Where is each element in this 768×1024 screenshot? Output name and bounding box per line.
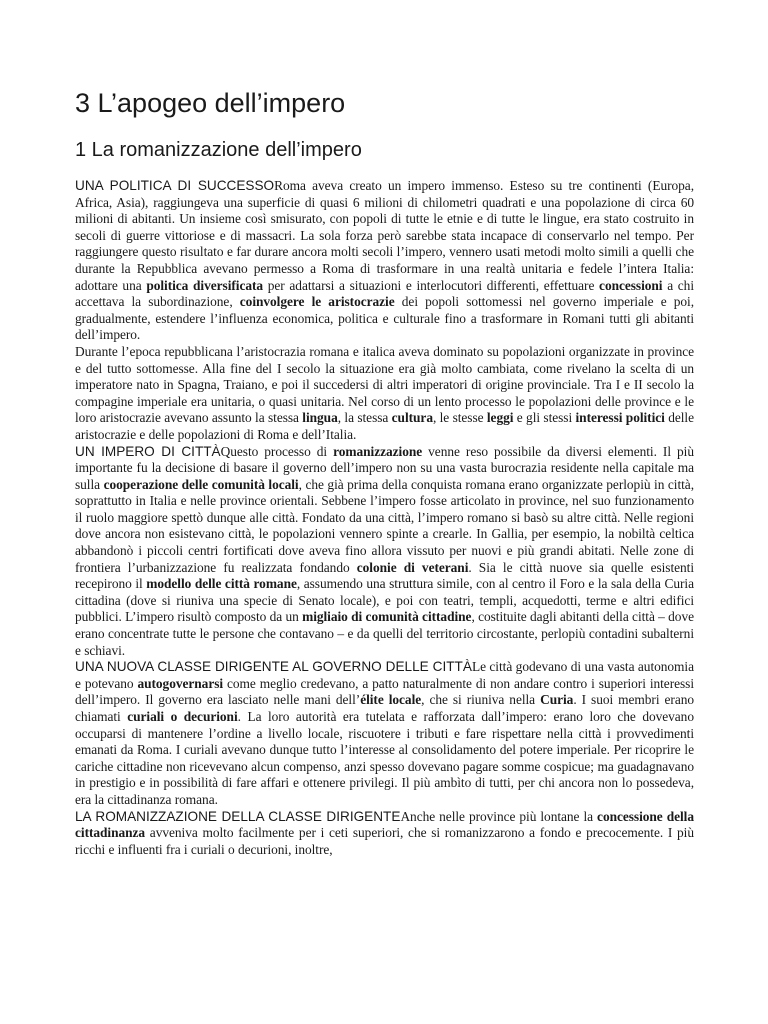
paragraph-text: Anche nelle province più lontane la <box>400 808 598 824</box>
section-rubric: UN IMPERO DI CITTÀ <box>75 443 221 459</box>
bold-term: concessione della cittadinanza <box>75 808 694 841</box>
paragraph-text: a chi accettava la subordinazione, <box>75 277 694 310</box>
bold-term: élite locale <box>360 692 422 708</box>
paragraph <box>75 178 694 344</box>
section-rubric: LA ROMANIZZAZIONE DELLA CLASSE DIRIGENTE <box>75 808 401 824</box>
bold-term: migliaio di comunità cittadine <box>302 609 472 625</box>
body-text <box>75 178 694 858</box>
bold-term: coinvolgere le aristocrazie <box>239 294 395 310</box>
paragraph <box>75 444 694 660</box>
paragraph <box>75 344 694 444</box>
bold-term: leggi <box>486 410 514 426</box>
paragraph-text: Roma aveva creato un impero immenso. Esteso su tre continenti (Europa, Africa, Asia), raggiungeva una superficie di quasi 6 milioni di chilometri quadrati e una popolazione di circa 60 milioni di abitanti. Un insieme così smisurato, con popoli di tutte le etnie e di tutte le lingue, era stato costruito in secoli di guerre vittoriose e di massacri. La sola forza però sarebbe stata incapace di conservarlo nel tempo. Per raggiungere questo risultato e far durare ancora molti secoli l’impero, vennero usati metodi molto simili a quelli che durante la Repubblica avevano permesso a Roma di trasformare in una realtà unitaria e fedele l’intera Italia: adottare una <box>75 178 694 293</box>
paragraph-text: come meglio credevano, a patto naturalmente di non andare contro i superiori interessi dell’impero. Il governo era lasciato nelle mani dell’ <box>75 675 694 708</box>
paragraph-text: e gli stessi <box>513 410 576 426</box>
bold-term: lingua <box>302 410 338 426</box>
section-rubric: UNA POLITICA DI SUCCESSO <box>75 178 275 193</box>
paragraph-text: Durante l’epoca repubblicana l’aristocrazia romana e italica aveva dominato su popolazioni organizzate in province e del tutto sottomesse. Alla fine del I secolo la situazione era già molto cambiata, come rivelano la scelta di un imperatore nato in Spagna, Traiano, e poi il succedersi di altri imperatori di origine provinciale. Tra I e II secolo la compagine imperiale era unitaria, o quasi unitaria. Nel corso di un lento processo le popolazioni delle province e le loro aristocrazie avevano assunto la stessa <box>75 343 694 426</box>
paragraph-text: Questo processo di <box>220 443 334 459</box>
chapter-title: 3 L’apogeo dell’impero <box>75 88 346 118</box>
bold-term: curiali o decurioni <box>127 709 238 724</box>
paragraph-text: venne reso possibile da diversi elementi. Il più importante fu la decisione di basare il governo dell’impero non su una vasta burocrazia residente nella capitale ma sulla <box>75 443 694 492</box>
paragraph-text: , le stesse <box>432 410 487 426</box>
section-rubric: UNA NUOVA CLASSE DIRIGENTE AL GOVERNO DELLE CITTÀ <box>75 659 472 675</box>
paragraph-text: , costituite dagli abitanti della città – dove erano concentrate tutte le persone che contavano – e da quelli del territorio circostante, perlopiù contadini subalterni e schiavi. <box>75 609 694 658</box>
paragraph-text: avveniva molto facilmente per i ceti superiori, che si romanizzarono a fondo e precocemente. I più ricchi e influenti fra i curiali o decurioni, inoltre, <box>75 825 694 857</box>
paragraph-text: , assumendo una struttura simile, con al centro il Foro e la sala della Curia cittadina (dove si riuniva una specie di Senato locale), e poi con teatri, templi, acquedotti, terme e altri edifici pubblici. L’impero risultò composto da un <box>75 576 694 625</box>
paragraph-text: delle aristocrazie e delle popolazioni di Roma e dell’Italia. <box>75 410 694 442</box>
paragraph-text: , che si riuniva nella <box>421 692 541 708</box>
paragraph-text: per adattarsi a situazioni e interlocutori differenti, effettuare <box>263 277 600 293</box>
paragraph-text: , la stessa <box>337 410 392 426</box>
bold-term: cultura <box>391 410 433 426</box>
bold-term: autogovernarsi <box>137 675 224 691</box>
section-title: 1 La romanizzazione dell’impero <box>75 139 362 161</box>
bold-term: modello delle città romane <box>146 576 297 592</box>
paragraph-text: . La loro autorità era tutelata e rafforzata dall’impero: erano loro che dovevano occuparsi di mantenere l’ordine a livello locale, riscuotere i tributi e fare rispettare nella città i provvedimenti emanati da Roma. I curiali avevano dunque tutto l’interesse al consolidamento del potere imperiale. Per ricoprire le cariche cittadine non ricevevano alcun compenso, anzi spesso dovevano pagare somme cospicue; ma guadagnavano in prestigio e in possibilità di fare affari e ottenere privilegi. Il più ambìto di tutti, per chi ancora non lo possedeva, era la cittadinanza romana. <box>75 709 694 807</box>
bold-term: colonie di veterani <box>356 559 469 575</box>
bold-term: interessi politici <box>575 410 665 426</box>
paragraph <box>75 659 694 808</box>
paragraph-text: , che già prima della conquista romana erano organizzate perlopiù in città, soprattutto in Italia e nelle province orientali. Sebbene l’impero fosse articolato in province, nel suo funzionamento il ruolo maggiore spettò dunque alle città. Fondato da una città, l’impero romano si basò su altre città. Nelle regioni dove ancora non esistevano città, le popolazioni vennero spinte a crearle. In Gallia, per esempio, la nobiltà celtica abbandonò i piccoli centri fortificati dove aveva fino allora vissuto per nuovi e più grandi abitati. Nelle zone di frontiera l’urbanizzazione fu realizzata fondando <box>75 476 694 575</box>
bold-term: politica diversificata <box>146 277 264 293</box>
paragraph-text: Le città godevano di una vasta autonomia e potevano <box>75 659 694 691</box>
bold-term: cooperazione delle comunità locali <box>103 476 299 492</box>
bold-term: romanizzazione <box>333 443 423 459</box>
paragraph-text: dei popoli sottomessi nel governo imperiale e poi, gradualmente, estendere l’influenza economica, politica e culturale fino a trasformare in Romani tutti gli abitanti dell’impero. <box>75 294 695 343</box>
bold-term: concessioni <box>599 277 663 293</box>
paragraph-text: . I suoi membri erano chiamati <box>75 692 695 724</box>
paragraph <box>75 809 694 859</box>
bold-term: Curia <box>540 692 574 708</box>
paragraph-text: . Sia le città nuove sia quelle esistenti recepirono il <box>75 559 694 592</box>
